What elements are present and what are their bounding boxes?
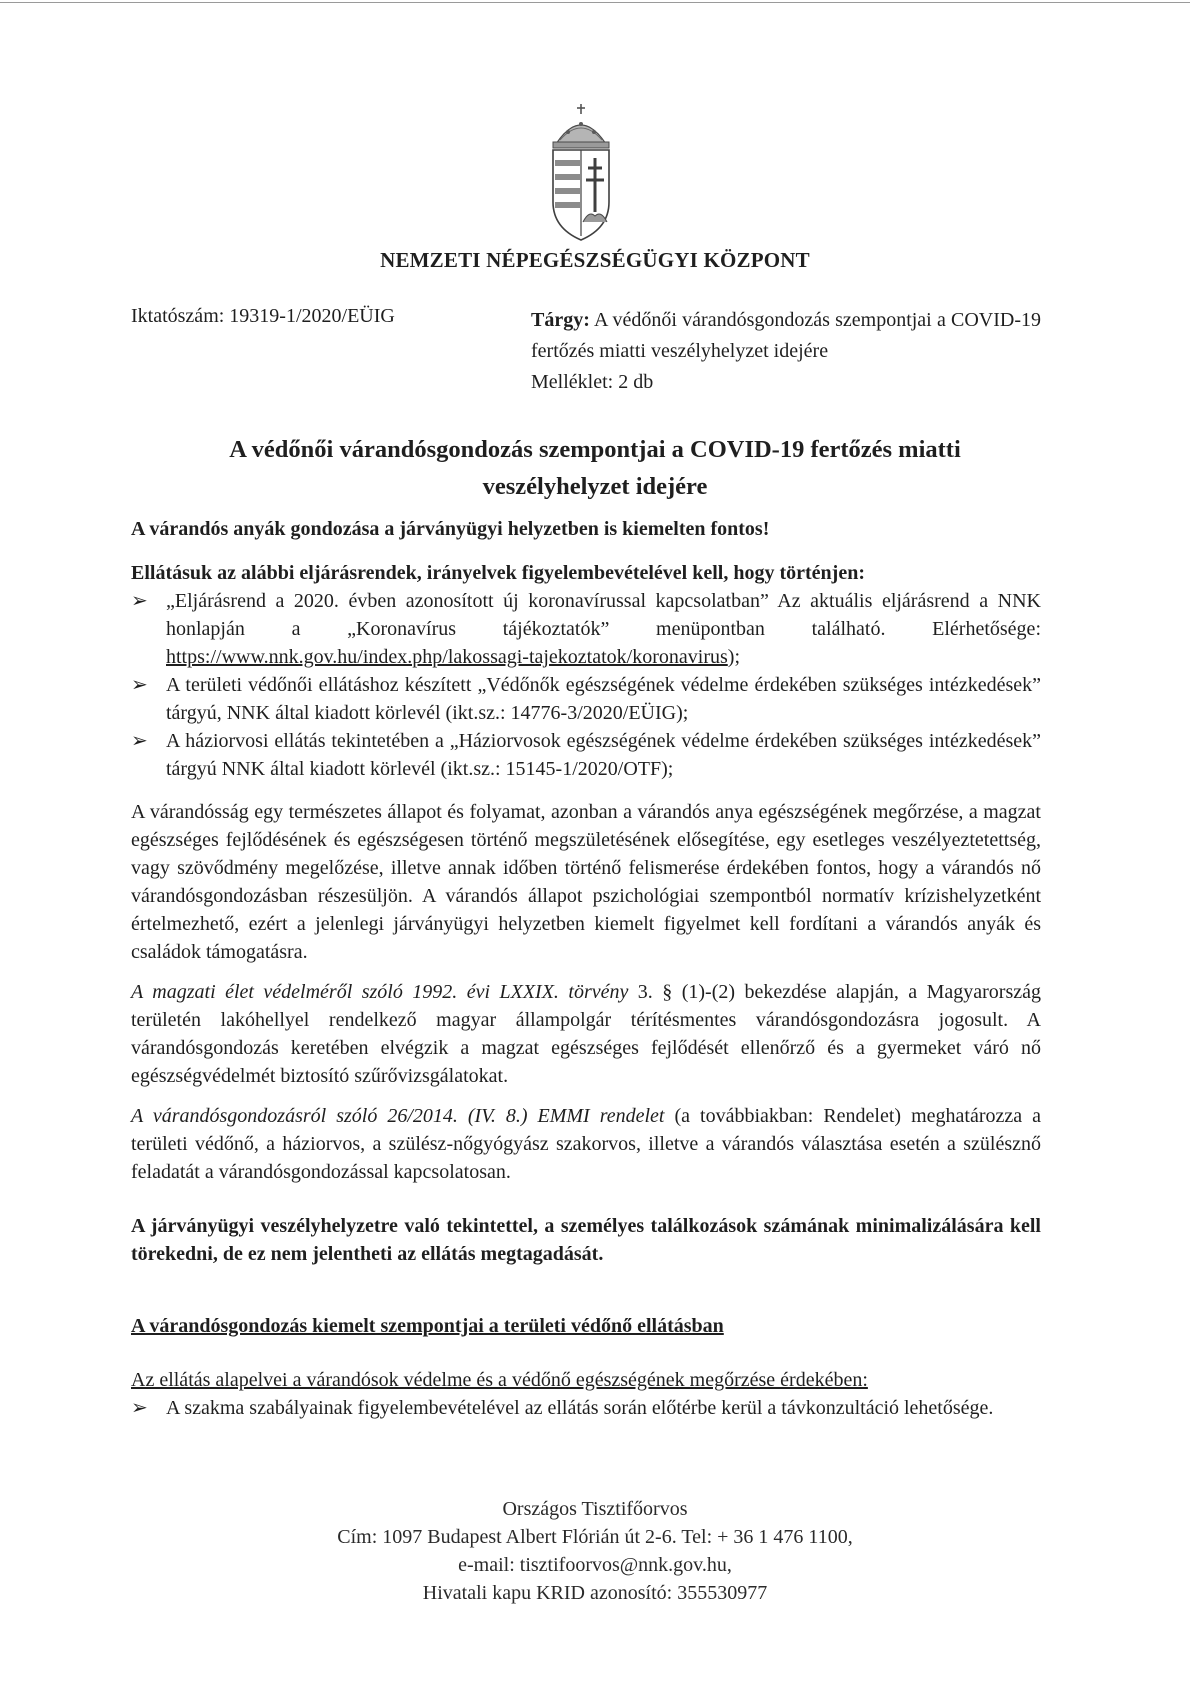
list-item (131, 1394, 1041, 1422)
lead-sentence: A várandós anyák gondozása a járványügyi helyzetben is kiemelten fontos! (131, 518, 770, 540)
list-item-tail: ); (727, 646, 740, 668)
subject-block (531, 305, 1041, 398)
document-body (131, 515, 1041, 1422)
footer-krid: Hivatali kapu KRID azonosító: 355530977 (422, 1582, 768, 1604)
attachment-count: Melléklet: 2 db (531, 371, 654, 393)
list-item (131, 587, 1041, 671)
document-title (150, 431, 1040, 505)
intro-sentence: Ellátásuk az alábbi eljárásrendek, irányelvek figyelembevételével kell, hogy történjen: (131, 562, 865, 584)
paragraph-decree (131, 1102, 1041, 1186)
principles-list (131, 1394, 1041, 1422)
footer-address: Cím: 1097 Budapest Albert Flórián út 2-6. Tel: + 36 1 476 1100, (337, 1526, 853, 1548)
list-item (131, 727, 1041, 783)
procedure-list (131, 587, 1041, 783)
subsection-heading: Az ellátás alapelvei a várandósok védelme és a védőnő egészségének megőrzése érdekében: (131, 1369, 868, 1391)
coat-of-arms-emblem (548, 104, 614, 242)
paragraph-law (131, 978, 1041, 1090)
subject-label: Tárgy: (531, 309, 590, 331)
list-item-text: A háziorvosi ellátás tekintetében a „Háziorvosok egészségének védelme érdekében szükséges intézkedések” tárgyú NNK által kiadott körlevél (ikt.sz.: 15145-1/2020/OTF); (166, 730, 1041, 780)
section-heading: A várandósgondozás kiemelt szempontjai a területi védőnő ellátásban (131, 1315, 724, 1337)
footer-email: e-mail: tisztifoorvos@nnk.gov.hu, (458, 1554, 732, 1576)
emphasis-paragraph: A járványügyi veszélyhelyzetre való tekintettel, a személyes találkozások számának minimalizálására kell törekedni, de ez nem jelentheti az ellátás megtagadását. (131, 1215, 1041, 1265)
list-item-text: A szakma szabályainak figyelembevételével az ellátás során előtérbe kerül a távkonzultáció lehetősége. (166, 1397, 994, 1419)
paragraph-pregnancy: A várandósság egy természetes állapot és folyamat, azonban a várandós anya egészségének megőrzése, a magzat egészséges fejlődésének és egészségesen történő megszületésének elősegítése, egy esetleges veszélyeztetettség, vagy szövődmény megelőzése, illetve annak időben történő felismerése érdekében fontos, hogy a várandós nő várandósgondozásban részesüljön. A várandós állapot pszichológiai szempontból normatív krízishelyzetként értelmezhető, ezért a jelenlegi járványügyi helyzetben kiemelt figyelmet kell fordítani a várandós anyák és családok támogatásra. (131, 801, 1041, 963)
law-citation: A magzati élet védelméről szóló 1992. évi LXXIX. törvény (131, 981, 629, 1003)
subject-text: A védőnői várandósgondozás szempontjai a COVID-19 fertőzés miatti veszélyhelyzet idejére (531, 309, 1042, 362)
decree-text: (a továbbiakban: Rendelet) meghatározza a területi védőnő, a háziorvos, a szülész-nőgyógyász szakorvos, illetve a várandós választása esetén a szülésznő feladatát a várandósgondozással kapcsolatosan. (131, 1105, 1041, 1183)
arrow-bullet-icon: ➢ (131, 590, 148, 612)
list-item (131, 671, 1041, 727)
arrow-bullet-icon: ➢ (131, 1397, 148, 1419)
decree-citation: A várandósgondozásról szóló 26/2014. (IV. 8.) EMMI rendelet (131, 1105, 665, 1127)
organization-name: NEMZETI NÉPEGÉSZSÉGÜGYI KÖZPONT (380, 248, 810, 272)
footer-office: Országos Tisztifőorvos (502, 1498, 688, 1520)
footer-contact (0, 1495, 1190, 1607)
nnk-link[interactable]: https://www.nnk.gov.hu/index.php/lakossagi-tajekoztatok/koronavirus (166, 646, 728, 668)
arrow-bullet-icon: ➢ (131, 730, 148, 752)
list-item-text: A területi védőnői ellátáshoz készített „Védőnők egészségének védelme érdekében szükséges intézkedések” tárgyú, NNK által kiadott körlevél (ikt.sz.: 14776-3/2020/EÜIG); (166, 674, 1041, 724)
list-item-text: „Eljárásrend a 2020. évben azonosított új koronavírussal kapcsolatban” Az aktuális eljárásrend a NNK honlapján a „Koronavírus tájékoztatók” menüpontban található. Elérhetősége: (166, 590, 1041, 640)
law-text: 3. § (1)-(2) bekezdése alapján, a Magyarország területén lakóhellyel rendelkező magyar állampolgár térítésmentes várandósgondozásra jogosult. A várandósgondozás keretében elvégzik a magzat egészséges fejlődését ellenőrző és a gyermeket váró nő egészségvédelmét biztosító szűrővizsgálatokat. (131, 981, 1042, 1087)
title-line-1: A védőnői várandósgondozás szempontjai a COVID-19 fertőzés miatti (229, 436, 961, 463)
arrow-bullet-icon: ➢ (131, 674, 148, 696)
reference-number: Iktatószám: 19319-1/2020/EÜIG (131, 305, 395, 327)
scan-edge-line (0, 2, 1190, 3)
title-line-2: veszélyhelyzet idejére (482, 473, 708, 500)
